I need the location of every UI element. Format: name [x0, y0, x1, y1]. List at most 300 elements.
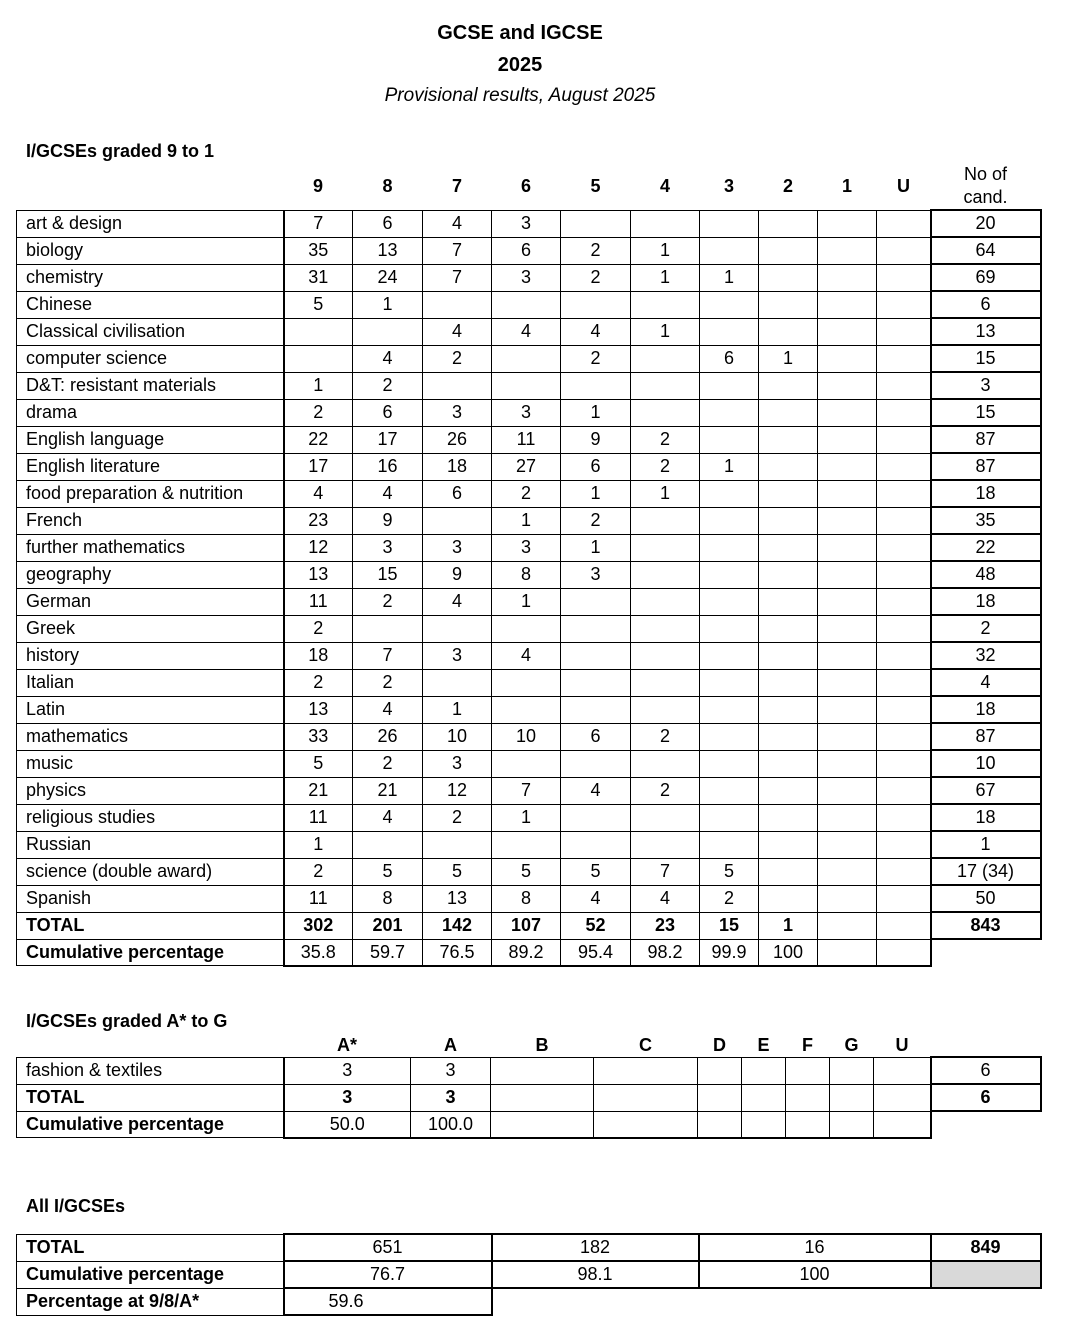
- grade-cell: 3: [284, 1084, 411, 1111]
- grade-cell: [877, 372, 931, 399]
- candidates-cell: 18: [931, 804, 1041, 831]
- grade-cell: [700, 669, 759, 696]
- grade-cell: [877, 831, 931, 858]
- grade-cell: 7: [492, 777, 561, 804]
- grade-cell: [759, 777, 818, 804]
- grade-cell: 11: [284, 885, 353, 912]
- grade-cell: [759, 831, 818, 858]
- grade-cell: [877, 237, 931, 264]
- grade-cell: [759, 804, 818, 831]
- row-label: science (double award): [17, 858, 284, 885]
- header-spacer: [17, 163, 284, 210]
- grade-cell: [284, 345, 353, 372]
- grade-cell: 1: [492, 507, 561, 534]
- subject-row: [17, 426, 1041, 453]
- candidates-cell: 17 (34): [931, 858, 1041, 885]
- subject-row: [17, 453, 1041, 480]
- grade-cell: [423, 615, 492, 642]
- row-label: Greek: [17, 615, 284, 642]
- grade-cell: 2: [353, 750, 423, 777]
- grade-cell: 2: [561, 507, 631, 534]
- grade-cell: [877, 777, 931, 804]
- grade-cell: [759, 210, 818, 237]
- grade-cell: [877, 426, 931, 453]
- grade-cell: [818, 750, 877, 777]
- grade-cell: 4: [353, 480, 423, 507]
- total-cand-cell: 849: [931, 1234, 1041, 1261]
- grade-cell: [423, 372, 492, 399]
- grade-cell: [594, 1084, 698, 1111]
- grade-cell: [561, 372, 631, 399]
- grade-cell: [491, 1111, 594, 1138]
- candidates-cell: 87: [931, 453, 1041, 480]
- grade-cell: 2: [284, 669, 353, 696]
- grade-header: 1: [841, 176, 852, 197]
- grade-cell: [700, 399, 759, 426]
- grade-header: B: [535, 1035, 549, 1056]
- row-label: geography: [17, 561, 284, 588]
- grade-cell: [877, 453, 931, 480]
- grade-cell: 3: [492, 264, 561, 291]
- grade-cell: [700, 831, 759, 858]
- grade-cell: [818, 912, 877, 939]
- cumulative-row: [17, 1111, 1041, 1138]
- grade-cell: [759, 291, 818, 318]
- grade-cell: [818, 480, 877, 507]
- grade-header: A*: [336, 1035, 357, 1056]
- grade-cell: [700, 696, 759, 723]
- subject-row: [17, 669, 1041, 696]
- empty-cell: [931, 1111, 1041, 1138]
- grade-cell: [631, 210, 700, 237]
- grade-cell: [818, 210, 877, 237]
- grade-cell: 6: [561, 453, 631, 480]
- subject-row: [17, 1057, 1041, 1084]
- grade-cell: [353, 831, 423, 858]
- grade-cell: 1: [700, 453, 759, 480]
- grade-cell: [877, 534, 931, 561]
- row-label: TOTAL: [17, 1084, 284, 1111]
- report-title: GCSE and IGCSE: [437, 22, 603, 44]
- grade-cell: [561, 291, 631, 318]
- row-label: religious studies: [17, 804, 284, 831]
- grade-cell: 4: [284, 480, 353, 507]
- grade-cell: 8: [492, 885, 561, 912]
- grade-cell: [877, 561, 931, 588]
- grade-cell: [818, 507, 877, 534]
- grade-cell: 31: [284, 264, 353, 291]
- grade-cell: 1: [631, 237, 700, 264]
- grade-cell: 3: [411, 1057, 491, 1084]
- grade-header: A: [444, 1035, 457, 1056]
- grade-cell: [492, 615, 561, 642]
- empty-cell: [931, 1288, 1041, 1315]
- grade-cell: [874, 1084, 931, 1111]
- row-label: history: [17, 642, 284, 669]
- grade-cell: [830, 1084, 874, 1111]
- row-label: Cumulative percentage: [17, 1261, 284, 1288]
- grade-cell: 2: [284, 399, 353, 426]
- grade-cell: [631, 642, 700, 669]
- grade-cell: [818, 237, 877, 264]
- grade-cell: [818, 453, 877, 480]
- grade-cell: 7: [284, 210, 353, 237]
- grade-cell: [700, 507, 759, 534]
- candidates-cell: 87: [931, 426, 1041, 453]
- candidates-cell: 15: [931, 399, 1041, 426]
- candidates-cell: 50: [931, 885, 1041, 912]
- grade-cell: [877, 210, 931, 237]
- grade-cell: 2: [561, 237, 631, 264]
- grade-cell: [818, 534, 877, 561]
- subject-row: [17, 696, 1041, 723]
- candidates-header-line2: cand.: [963, 187, 1008, 207]
- candidates-cell: 20: [931, 210, 1041, 237]
- grade-cell: 2: [353, 669, 423, 696]
- row-label: fashion & textiles: [17, 1057, 284, 1084]
- grade-cell: 1: [631, 480, 700, 507]
- candidates-cell: 18: [931, 480, 1041, 507]
- grade-cell: [877, 507, 931, 534]
- grade-cell: 11: [284, 588, 353, 615]
- grade-cell: [759, 534, 818, 561]
- row-label: art & design: [17, 210, 284, 237]
- section-graded-9-to-1: I/GCSEs graded 9 to 1: [26, 141, 215, 161]
- grade-cell: [759, 561, 818, 588]
- grade-cell: [759, 318, 818, 345]
- grade-cell: 4: [353, 345, 423, 372]
- grade-cell: [877, 804, 931, 831]
- grade-cell: 5: [353, 858, 423, 885]
- subject-row: [17, 561, 1041, 588]
- row-label: Italian: [17, 669, 284, 696]
- grade-cell: 7: [631, 858, 700, 885]
- grade-cell: [631, 615, 700, 642]
- grade-cell: [759, 507, 818, 534]
- candidates-cell: 6: [931, 1057, 1041, 1084]
- row-label: Percentage at 9/8/A*: [17, 1288, 284, 1315]
- grade-cell: [491, 1057, 594, 1084]
- grade-cell: 2: [284, 858, 353, 885]
- grade-cell: [818, 399, 877, 426]
- grade-cell: 4: [561, 318, 631, 345]
- grade-cell: 17: [353, 426, 423, 453]
- candidates-cell: 22: [931, 534, 1041, 561]
- grade-cell: 1: [423, 696, 492, 723]
- subject-row: [17, 345, 1041, 372]
- grade-cell: 1: [284, 831, 353, 858]
- grade-cell: 3: [411, 1084, 491, 1111]
- grade-cell: 2: [631, 453, 700, 480]
- grade-cell: [561, 588, 631, 615]
- grade-cell: 1: [353, 291, 423, 318]
- grade-cell: [700, 804, 759, 831]
- candidates-cell: 10: [931, 750, 1041, 777]
- grade-cell: 5: [492, 858, 561, 885]
- grade-cell: [759, 615, 818, 642]
- grade-cell: [423, 507, 492, 534]
- grade-cell: [818, 291, 877, 318]
- grade-cell: [877, 750, 931, 777]
- grade-header: G: [844, 1035, 859, 1056]
- grade-cell: 201: [353, 912, 423, 939]
- candidates-cell: 843: [931, 912, 1041, 939]
- row-label: physics: [17, 777, 284, 804]
- grade-cell: 13: [423, 885, 492, 912]
- grade-cell: 76.5: [423, 939, 492, 966]
- grade-cell: 2: [631, 426, 700, 453]
- grade-cell: 5: [423, 858, 492, 885]
- grade-cell: 6: [700, 345, 759, 372]
- grade-cell: 3: [492, 534, 561, 561]
- grade-header: 8: [382, 176, 393, 197]
- grade-cell: 2: [631, 723, 700, 750]
- cum-9-7-cell: 76.7: [284, 1261, 492, 1288]
- grade-cell: 1: [631, 318, 700, 345]
- grade-cell: [818, 831, 877, 858]
- grade-cell: [759, 858, 818, 885]
- grade-cell: [786, 1057, 830, 1084]
- candidates-cell: 35: [931, 507, 1041, 534]
- grade-cell: [698, 1111, 742, 1138]
- grade-cell: 3: [423, 642, 492, 669]
- candidates-cell: 2: [931, 615, 1041, 642]
- row-label: Russian: [17, 831, 284, 858]
- grade-cell: 95.4: [561, 939, 631, 966]
- candidates-cell: 18: [931, 696, 1041, 723]
- grade-header: 5: [590, 176, 601, 197]
- grade-cell: [742, 1057, 786, 1084]
- grade-cell: 4: [353, 804, 423, 831]
- grade-cell: 17: [284, 453, 353, 480]
- grade-cell: 11: [492, 426, 561, 453]
- candidates-cell: 69: [931, 264, 1041, 291]
- grade-cell: 142: [423, 912, 492, 939]
- grade-cell: [759, 588, 818, 615]
- row-label: drama: [17, 399, 284, 426]
- grade-cell: 8: [492, 561, 561, 588]
- subject-row: [17, 318, 1041, 345]
- grade-cell: 5: [700, 858, 759, 885]
- grade-cell: 21: [353, 777, 423, 804]
- grade-header: U: [895, 1035, 909, 1056]
- row-label: French: [17, 507, 284, 534]
- grade-cell: [700, 642, 759, 669]
- grade-cell: [492, 750, 561, 777]
- grade-header: D: [713, 1035, 726, 1056]
- grade-cell: 15: [353, 561, 423, 588]
- candidates-cell: 4: [931, 669, 1041, 696]
- grade-cell: [877, 912, 931, 939]
- grade-cell: [700, 588, 759, 615]
- grade-cell: [877, 696, 931, 723]
- section-graded-a-to-g: I/GCSEs graded A* to G: [26, 1011, 228, 1031]
- candidates-cell: 1: [931, 831, 1041, 858]
- grade-cell: 4: [561, 777, 631, 804]
- grade-cell: [631, 669, 700, 696]
- candidates-cell: 64: [931, 237, 1041, 264]
- grade-cell: 7: [423, 264, 492, 291]
- grade-cell: 5: [284, 291, 353, 318]
- candidates-header: [931, 1034, 1041, 1057]
- grade-cell: 9: [353, 507, 423, 534]
- grade-cell: [631, 534, 700, 561]
- grade-cell: 9: [423, 561, 492, 588]
- grade-cell: [759, 669, 818, 696]
- grade-cell: 2: [631, 777, 700, 804]
- grade-cell: 6: [561, 723, 631, 750]
- row-label: Classical civilisation: [17, 318, 284, 345]
- grade-cell: 4: [423, 318, 492, 345]
- grade-cell: [423, 669, 492, 696]
- grade-cell: 1: [561, 480, 631, 507]
- grade-cell: [877, 399, 931, 426]
- grade-cell: [818, 318, 877, 345]
- grade-cell: 6: [423, 480, 492, 507]
- grade-cell: [759, 453, 818, 480]
- table-graded-9-to-1: [16, 163, 1042, 967]
- grade-header: U: [897, 176, 910, 197]
- grade-cell: 9: [561, 426, 631, 453]
- subject-row: [17, 777, 1041, 804]
- grade-cell: [818, 642, 877, 669]
- grade-cell: [759, 426, 818, 453]
- empty-cell: [699, 1288, 931, 1315]
- grade-cell: [561, 750, 631, 777]
- grade-cell: 7: [423, 237, 492, 264]
- grade-cell: [700, 750, 759, 777]
- grade-cell: 10: [492, 723, 561, 750]
- row-label: Spanish: [17, 885, 284, 912]
- grade-cell: 18: [423, 453, 492, 480]
- cumulative-row: [17, 939, 1041, 966]
- grade-cell: [700, 291, 759, 318]
- row-label: Latin: [17, 696, 284, 723]
- grade-cell: [284, 318, 353, 345]
- grade-cell: [818, 372, 877, 399]
- grade-cell: 3: [423, 750, 492, 777]
- grade-cell: [818, 588, 877, 615]
- header-spacer: [17, 1034, 284, 1057]
- grade-cell: 2: [353, 372, 423, 399]
- grade-cell: [818, 345, 877, 372]
- grade-cell: 13: [284, 561, 353, 588]
- row-label: Cumulative percentage: [17, 939, 284, 966]
- total-9-7-cell: 651: [284, 1234, 492, 1261]
- grade-cell: 2: [423, 804, 492, 831]
- grade-cell: [492, 345, 561, 372]
- grade-cell: 4: [423, 588, 492, 615]
- grade-cell: 52: [561, 912, 631, 939]
- grade-cell: [700, 534, 759, 561]
- grade-cell: 11: [284, 804, 353, 831]
- subject-row: [17, 615, 1041, 642]
- grade-cell: [818, 615, 877, 642]
- grade-cell: [877, 615, 931, 642]
- grade-cell: 2: [353, 588, 423, 615]
- grade-cell: [759, 642, 818, 669]
- grade-cell: [742, 1111, 786, 1138]
- grade-cell: [631, 696, 700, 723]
- grade-cell: 3: [561, 561, 631, 588]
- grade-cell: [818, 669, 877, 696]
- grade-cell: [877, 939, 931, 966]
- all-top-grade-row: [17, 1288, 1041, 1315]
- candidates-cell: 15: [931, 345, 1041, 372]
- grade-cell: 107: [492, 912, 561, 939]
- grade-cell: 3: [423, 534, 492, 561]
- grade-cell: [818, 939, 877, 966]
- grade-cell: 6: [492, 237, 561, 264]
- grade-cell: [700, 372, 759, 399]
- grade-cell: [631, 345, 700, 372]
- grade-cell: 16: [353, 453, 423, 480]
- subject-row: [17, 507, 1041, 534]
- grade-cell: 8: [353, 885, 423, 912]
- grade-cell: [631, 372, 700, 399]
- row-label: Cumulative percentage: [17, 1111, 284, 1138]
- grade-cell: [561, 615, 631, 642]
- subject-row: [17, 885, 1041, 912]
- grade-cell: 2: [492, 480, 561, 507]
- grade-cell: 2: [284, 615, 353, 642]
- grade-cell: 1: [492, 588, 561, 615]
- grade-cell: [698, 1057, 742, 1084]
- row-label: German: [17, 588, 284, 615]
- subject-row: [17, 804, 1041, 831]
- row-label: TOTAL: [17, 1234, 284, 1261]
- grade-cell: 35.8: [284, 939, 353, 966]
- subject-row: [17, 534, 1041, 561]
- grade-cell: 26: [353, 723, 423, 750]
- grade-header: 2: [782, 176, 793, 197]
- grade-cell: 100: [759, 939, 818, 966]
- grade-cell: [423, 291, 492, 318]
- grade-cell: 4: [492, 318, 561, 345]
- row-label: computer science: [17, 345, 284, 372]
- grade-cell: 1: [492, 804, 561, 831]
- grade-cell: [700, 723, 759, 750]
- grade-cell: 2: [423, 345, 492, 372]
- grade-cell: 23: [631, 912, 700, 939]
- grade-cell: [759, 750, 818, 777]
- total-row: [17, 1084, 1041, 1111]
- candidates-cell: 87: [931, 723, 1041, 750]
- subject-row: [17, 858, 1041, 885]
- empty-cell: [931, 939, 1041, 966]
- subject-row: [17, 264, 1041, 291]
- row-label: mathematics: [17, 723, 284, 750]
- grade-cell: [759, 723, 818, 750]
- grade-cell: [818, 777, 877, 804]
- grade-cell: [700, 210, 759, 237]
- grade-cell: 3: [492, 210, 561, 237]
- total-6-4-cell: 182: [492, 1234, 699, 1261]
- grade-cell: 4: [353, 696, 423, 723]
- grade-cell: 302: [284, 912, 353, 939]
- grade-cell: 22: [284, 426, 353, 453]
- grade-cell: [742, 1084, 786, 1111]
- grade-cell: 13: [284, 696, 353, 723]
- subject-row: [17, 642, 1041, 669]
- grade-cell: [877, 723, 931, 750]
- candidates-cell: 32: [931, 642, 1041, 669]
- grade-cell: 4: [492, 642, 561, 669]
- subject-row: [17, 480, 1041, 507]
- row-label: Chinese: [17, 291, 284, 318]
- grade-cell: [423, 831, 492, 858]
- grade-cell: [759, 237, 818, 264]
